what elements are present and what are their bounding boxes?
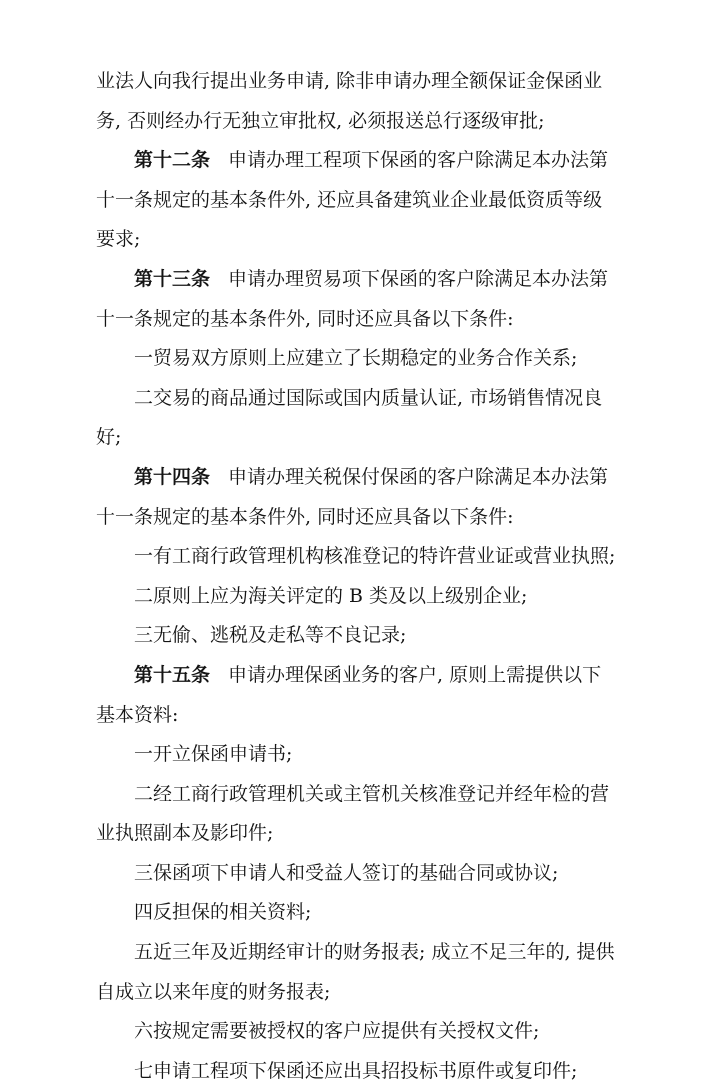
list-item-line <box>96 577 636 617</box>
article-heading: 第十二条 <box>134 149 211 172</box>
list-item-line <box>96 933 636 973</box>
list-item-line <box>96 893 636 933</box>
list-item-line <box>96 537 636 577</box>
article-15-line <box>96 656 636 696</box>
line-text: 基本资料: <box>96 703 179 726</box>
list-item-line <box>96 735 636 775</box>
text-line <box>96 181 636 221</box>
text-line <box>96 62 636 102</box>
line-text: 自成立以来年度的财务报表; <box>96 980 331 1003</box>
line-text: 一开立保函申请书; <box>134 743 293 766</box>
text-line <box>96 814 636 854</box>
text-line <box>96 300 636 340</box>
article-13-line <box>96 260 636 300</box>
text-line <box>96 498 636 538</box>
text-line <box>96 696 636 736</box>
list-item-line <box>96 339 636 379</box>
line-text: 十一条规定的基本条件外, 同时还应具备以下条件: <box>96 505 514 528</box>
line-text: 二交易的商品通过国际或国内质量认证, 市场销售情况良 <box>134 386 603 409</box>
line-text: 一贸易双方原则上应建立了长期稳定的业务合作关系; <box>134 347 578 370</box>
line-text: 申请办理关税保付保函的客户除满足本办法第 <box>228 465 609 488</box>
line-text: 二原则上应为海关评定的 B 类及以上级别企业; <box>134 584 528 607</box>
line-text: 十一条规定的基本条件外, 还应具备建筑业企业最低资质等级 <box>96 188 603 211</box>
line-text: 四反担保的相关资料; <box>134 901 312 924</box>
line-text: 三无偷、逃税及走私等不良记录; <box>134 624 407 647</box>
line-text: 七申请工程项下保函还应出具招投标书原件或复印件; <box>134 1059 578 1082</box>
line-text: 申请办理保函业务的客户, 原则上需提供以下 <box>228 663 602 686</box>
text-line <box>96 418 636 458</box>
line-text: 业法人向我行提出业务申请, 除非申请办理全额保证金保函业 <box>96 70 603 92</box>
article-14-line <box>96 458 636 498</box>
line-text: 申请办理贸易项下保函的客户除满足本办法第 <box>228 267 609 290</box>
line-text: 申请办理工程项下保函的客户除满足本办法第 <box>228 149 609 172</box>
text-line <box>96 102 636 142</box>
list-item-line <box>96 775 636 815</box>
list-item-line <box>96 1052 636 1091</box>
line-text: 二经工商行政管理机关或主管机关核准登记并经年检的营 <box>134 782 610 805</box>
document-page <box>96 62 636 1091</box>
line-text: 十一条规定的基本条件外, 同时还应具备以下条件: <box>96 307 514 330</box>
list-item-line <box>96 379 636 419</box>
line-text: 五近三年及近期经审计的财务报表; 成立不足三年的, 提供 <box>134 941 615 964</box>
line-text: 六按规定需要被授权的客户应提供有关授权文件; <box>134 1020 540 1043</box>
line-text: 务, 否则经办行无独立审批权, 必须报送总行逐级审批; <box>96 109 545 132</box>
line-text: 一有工商行政管理机构核准登记的特许营业证或营业执照; <box>134 545 616 568</box>
list-item-line <box>96 854 636 894</box>
list-item-line <box>96 616 636 656</box>
article-heading: 第十四条 <box>134 465 211 488</box>
article-12-line <box>96 141 636 181</box>
line-text: 好; <box>96 426 122 449</box>
text-line <box>96 973 636 1013</box>
line-text: 三保函项下申请人和受益人签订的基础合同或协议; <box>134 861 559 884</box>
list-item-line <box>96 1012 636 1052</box>
line-text: 业执照副本及影印件; <box>96 822 274 845</box>
line-text: 要求; <box>96 228 141 251</box>
article-heading: 第十三条 <box>134 267 211 290</box>
text-line <box>96 220 636 260</box>
article-heading: 第十五条 <box>134 663 211 686</box>
